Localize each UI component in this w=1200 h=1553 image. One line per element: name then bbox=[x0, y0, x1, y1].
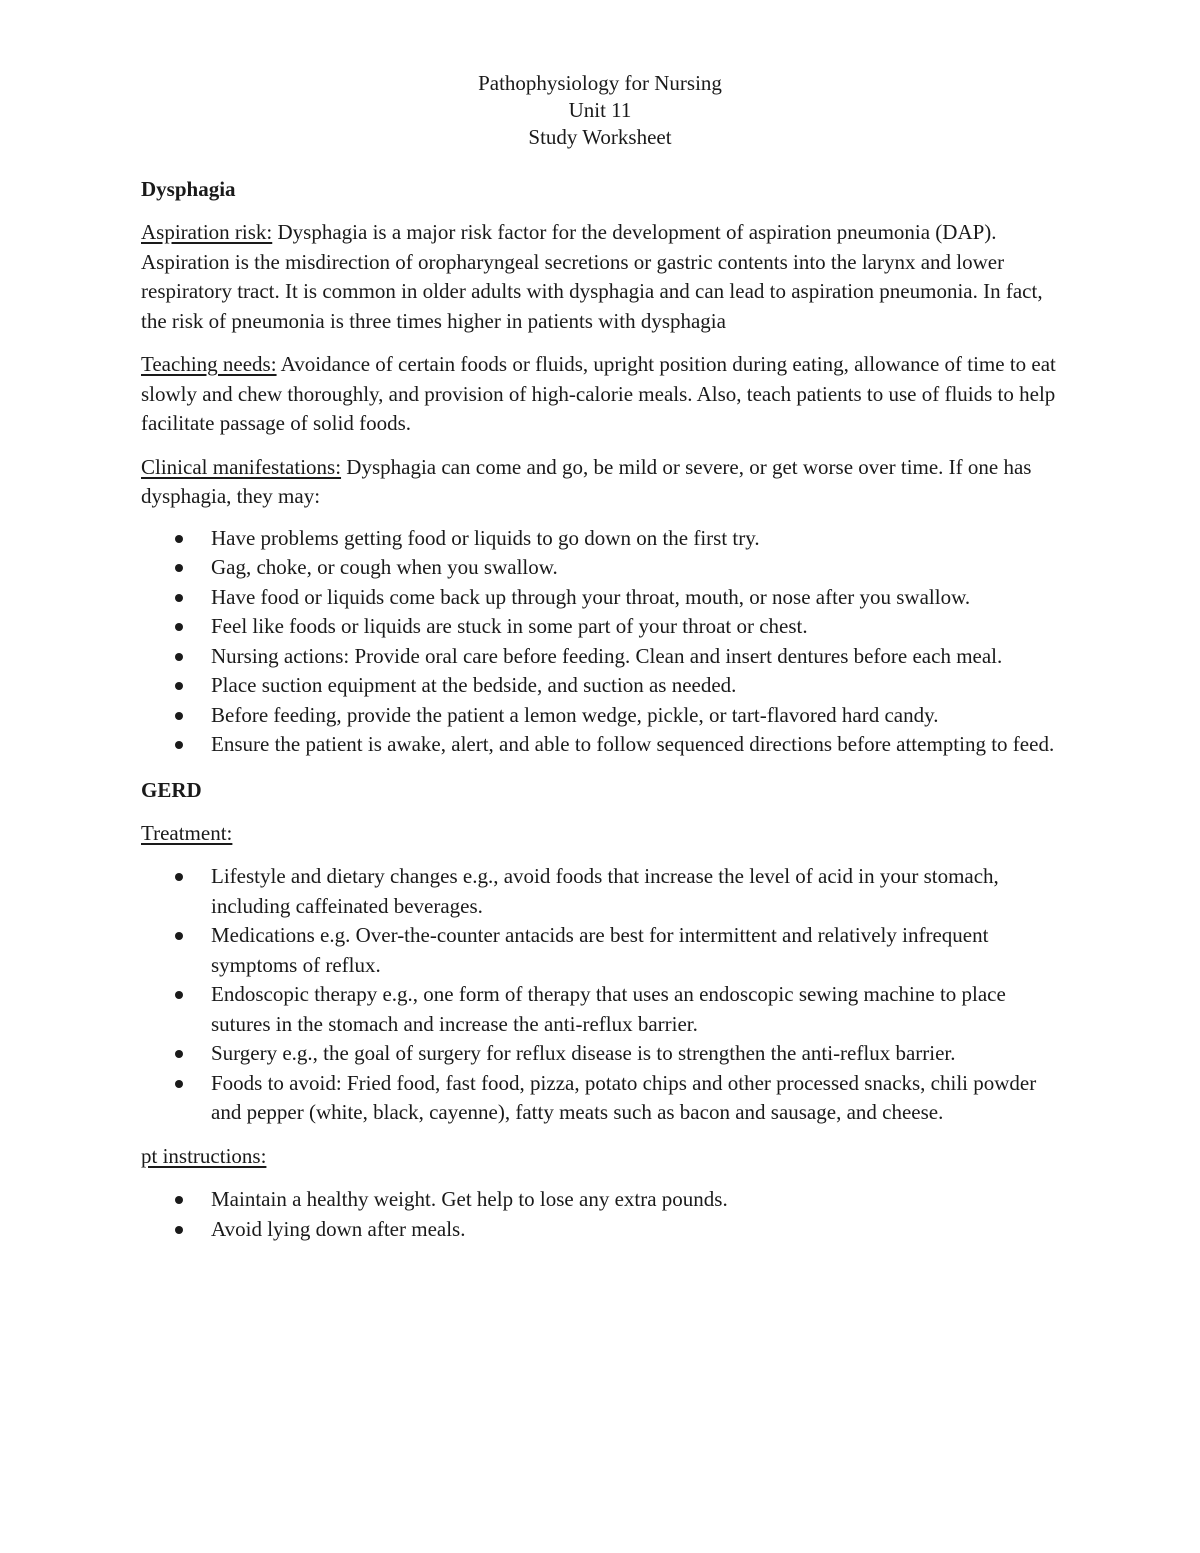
pt-instructions-list bbox=[141, 1185, 1061, 1244]
bullet-icon bbox=[175, 623, 183, 631]
bullet-icon bbox=[175, 594, 183, 602]
list-item: Avoid lying down after meals. bbox=[141, 1215, 1061, 1245]
bullet-icon bbox=[175, 712, 183, 720]
bullet-icon bbox=[175, 564, 183, 572]
teaching-needs-label: Teaching needs: bbox=[141, 352, 277, 376]
clinical-manifestations-text: Dysphagia can come and go, be mild or severe, or get worse over time. If one has dysphagia, they may: bbox=[141, 454, 1032, 508]
aspiration-risk-label: Aspiration risk: bbox=[141, 220, 273, 244]
list-item: Have food or liquids come back up through your throat, mouth, or nose after you swallow. bbox=[141, 583, 1061, 613]
bullet-icon bbox=[175, 1050, 183, 1058]
bullet-icon bbox=[175, 653, 183, 661]
bullet-icon bbox=[175, 682, 183, 690]
list-item: Feel like foods or liquids are stuck in some part of your throat or chest. bbox=[141, 612, 1061, 642]
teaching-needs-paragraph bbox=[141, 350, 1061, 439]
dysphagia-symptom-list bbox=[141, 524, 1061, 760]
teaching-needs-text: Avoidance of certain foods or fluids, upright position during eating, allowance of time to eat slowly and chew thoroughly, and provision of high-calorie meals. Also, teach patients to use of fluids to help facilitate passage of solid foods. bbox=[141, 352, 1056, 435]
clinical-manifestations-label: Clinical manifestations: bbox=[141, 454, 342, 479]
document-header bbox=[141, 70, 1059, 151]
document-page bbox=[141, 70, 1061, 1258]
aspiration-risk-paragraph bbox=[141, 218, 1061, 336]
list-item: Gag, choke, or cough when you swallow. bbox=[141, 553, 1061, 583]
bullet-icon bbox=[175, 535, 183, 543]
unit-title: Unit 11 bbox=[568, 98, 632, 122]
list-item: Before feeding, provide the patient a lemon wedge, pickle, or tart-flavored hard candy. bbox=[141, 701, 1061, 731]
list-item: Have problems getting food or liquids to go down on the first try. bbox=[141, 524, 1061, 554]
treatment-paragraph bbox=[141, 819, 1061, 849]
treatment-label: Treatment: bbox=[141, 820, 233, 845]
bullet-icon bbox=[175, 741, 183, 749]
pt-instructions-label: pt instructions: bbox=[141, 1143, 267, 1168]
course-title: Pathophysiology for Nursing bbox=[478, 71, 722, 95]
list-item: Nursing actions: Provide oral care before feeding. Clean and insert dentures before each meal. bbox=[141, 642, 1061, 672]
dysphagia-section bbox=[141, 175, 1061, 760]
list-item: Endoscopic therapy e.g., one form of therapy that uses an endoscopic sewing machine to place sutures in the stomach and increase the anti-reflux barrier. bbox=[141, 980, 1061, 1039]
gerd-heading: GERD bbox=[141, 777, 202, 802]
treatment-list bbox=[141, 862, 1061, 1128]
list-item: Foods to avoid: Fried food, fast food, pizza, potato chips and other processed snacks, chili powder and pepper (white, black, cayenne), fatty meats such as bacon and sausage, and cheese. bbox=[141, 1069, 1061, 1128]
pt-instructions-paragraph bbox=[141, 1142, 1061, 1172]
list-item: Maintain a healthy weight. Get help to lose any extra pounds. bbox=[141, 1185, 1061, 1215]
dysphagia-heading: Dysphagia bbox=[141, 177, 236, 201]
list-item: Lifestyle and dietary changes e.g., avoid foods that increase the level of acid in your stomach, including caffeinated beverages. bbox=[141, 862, 1061, 921]
gerd-section bbox=[141, 776, 1061, 1245]
list-item: Ensure the patient is awake, alert, and able to follow sequenced directions before attempting to feed. bbox=[141, 730, 1061, 760]
bullet-icon bbox=[175, 1226, 183, 1234]
worksheet-title: Study Worksheet bbox=[528, 125, 672, 149]
clinical-manifestations-paragraph bbox=[141, 453, 1061, 512]
bullet-icon bbox=[175, 1196, 183, 1204]
bullet-icon bbox=[175, 1080, 183, 1088]
list-item: Surgery e.g., the goal of surgery for reflux disease is to strengthen the anti-reflux barrier. bbox=[141, 1039, 1061, 1069]
bullet-icon bbox=[175, 991, 183, 999]
list-item: Medications e.g. Over-the-counter antacids are best for intermittent and relatively infrequent symptoms of reflux. bbox=[141, 921, 1061, 980]
aspiration-risk-text: Dysphagia is a major risk factor for the development of aspiration pneumonia (DAP). Aspiration is the misdirection of oropharyngeal secretions or gastric contents into the larynx and lower respiratory tract. It is common in older adults with dysphagia and can lead to aspiration pneumonia. In fact, the risk of pneumonia is three times higher in patients with dysphagia bbox=[141, 220, 1043, 333]
bullet-icon bbox=[175, 932, 183, 940]
list-item: Place suction equipment at the bedside, and suction as needed. bbox=[141, 671, 1061, 701]
bullet-icon bbox=[175, 873, 183, 881]
